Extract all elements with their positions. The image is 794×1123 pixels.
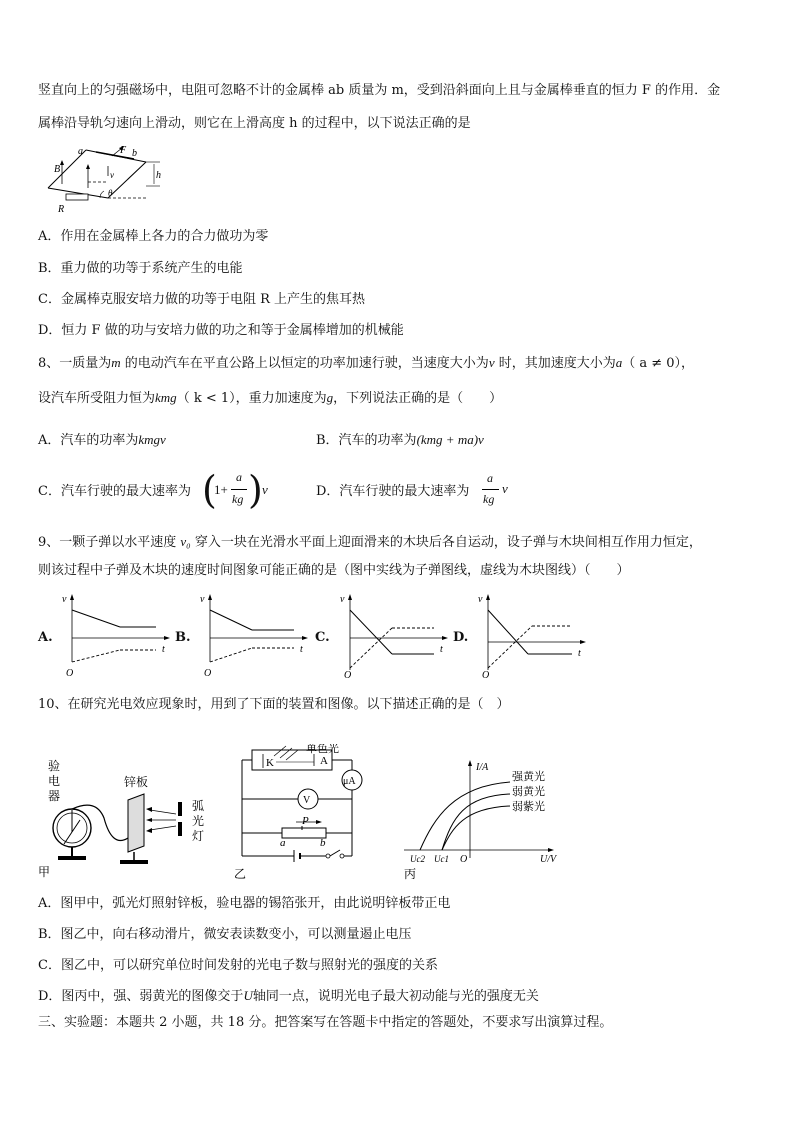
svg-text:灯: 灯 <box>192 829 205 843</box>
svg-text:O: O <box>482 670 490 680</box>
q9-option-d-label: D. <box>453 630 469 645</box>
q10-figure-yi <box>230 744 380 882</box>
svg-text:t: t <box>440 644 443 655</box>
svg-text:器: 器 <box>48 789 61 803</box>
svg-text:弱紫光: 弱紫光 <box>512 801 545 813</box>
svg-text:t: t <box>162 644 165 655</box>
svg-text:A: A <box>320 755 328 767</box>
label-a: a <box>78 146 83 157</box>
q10-stem: 10、在研究光电效应现象时，用到了下面的装置和图像。以下描述正确的是（ ） <box>38 697 510 712</box>
svg-text:v: v <box>62 594 67 605</box>
q10-option-d: D．图丙中，强、弱黄光的图像交于U轴同一点，说明光电子最大初动能与光的强度无关 <box>38 988 539 1004</box>
q7-stem-line2: 属棒沿导轨匀速向上滑动，则它在上滑高度 h 的过程中，以下说法正确的是 <box>38 116 471 131</box>
q9-option-c-label: C. <box>315 630 330 645</box>
q7-option-c: C．金属棒克服安培力做的功等于电阻 R 上产生的焦耳热 <box>38 292 365 307</box>
q9-stem-line1: 9、一颗子弹以水平速度 v₀ 穿入一块在光滑水平面上迎面滑来的木块后各自运动，设子弹与木块间相互作用力恒定， <box>38 534 702 550</box>
q10-figure-jia <box>36 758 224 880</box>
q7-option-d: D．恒力 F 做的功与安培力做的功之和等于金属棒增加的机械能 <box>38 323 404 338</box>
q8-option-d-formula: a kg v <box>483 471 508 506</box>
label-B: B <box>54 164 61 175</box>
q10-option-c: C．图乙中，可以研究单位时间发射的光电子数与照射光的强度的关系 <box>38 958 438 973</box>
svg-text:O: O <box>460 854 468 865</box>
svg-text:K: K <box>266 757 274 769</box>
svg-text:v: v <box>200 594 205 605</box>
label-h: h <box>156 170 161 181</box>
q7-incline-rail-figure <box>36 142 166 220</box>
svg-text:Uc2: Uc2 <box>410 854 425 864</box>
svg-text:I/A: I/A <box>476 762 489 773</box>
q9-graph-b <box>196 592 314 680</box>
q8-option-c-label: C．汽车行驶的最大速率为 <box>38 484 191 499</box>
q10-figure-bing <box>398 758 568 882</box>
q9-option-a-label: A. <box>38 630 53 645</box>
q9-option-b-label: B. <box>175 630 191 645</box>
q8-stem-line1: 8、一质量为m 的电动汽车在平直公路上以恒定的功率加速行驶，当速度大小为v 时，其加速度大小为a（ a ≠ 0）， <box>38 355 695 371</box>
q10-option-a: A．图甲中，弧光灯照射锌板，验电器的锡箔张开，由此说明锌板带正电 <box>38 896 451 911</box>
svg-text:强黄光: 强黄光 <box>512 771 545 783</box>
svg-text:O: O <box>344 670 352 680</box>
svg-text:b: b <box>320 837 326 849</box>
q9-graph-c <box>336 592 454 680</box>
svg-text:弱黄光: 弱黄光 <box>512 786 545 798</box>
label-F: F <box>120 145 127 156</box>
label-R: R <box>58 204 65 215</box>
svg-text:验: 验 <box>48 759 61 773</box>
section-3-heading: 三、实验题：本题共 2 小题，共 18 分。把答案写在答题卡中指定的答题处，不要求写出演算过程。 <box>38 1015 613 1030</box>
svg-text:μA: μA <box>343 776 356 787</box>
q10-option-b: B．图乙中，向右移动滑片，微安表读数变小，可以测量遏止电压 <box>38 927 412 942</box>
svg-text:弧: 弧 <box>192 799 205 813</box>
svg-text:Uc1: Uc1 <box>434 854 449 864</box>
svg-text:光: 光 <box>192 814 205 828</box>
label-v: v <box>110 170 114 180</box>
svg-text:甲: 甲 <box>38 865 51 879</box>
q9-graph-a <box>58 592 176 680</box>
svg-text:t: t <box>578 648 581 659</box>
q8-option-a: A．汽车的功率为kmgv <box>38 432 166 448</box>
svg-text:单色光: 单色光 <box>306 744 339 755</box>
q9-graph-d <box>474 592 592 680</box>
svg-text:U/V: U/V <box>540 854 557 865</box>
q8-option-b: B．汽车的功率为(kmg + ma)v <box>316 432 484 448</box>
svg-text:t: t <box>300 644 303 655</box>
svg-text:O: O <box>66 668 74 679</box>
svg-text:V: V <box>303 795 311 806</box>
label-theta: θ <box>108 188 113 198</box>
svg-text:P: P <box>302 815 309 827</box>
svg-text:O: O <box>204 668 212 679</box>
svg-text:v: v <box>340 594 345 605</box>
q7-stem-line1: 竖直向上的匀强磁场中，电阻可忽略不计的金属棒 ab 质量为 m，受到沿斜面向上且与金属棒垂直的恒力 F 的作用．金 <box>38 83 721 98</box>
q8-option-c-formula: ( 1+ a kg ) v <box>202 468 268 512</box>
svg-text:电: 电 <box>48 774 61 788</box>
label-b: b <box>132 148 137 159</box>
svg-text:丙: 丙 <box>404 867 417 881</box>
q9-stem-line2: 则该过程中子弹及木块的速度时间图象可能正确的是（图中实线为子弹图线，虚线为木块图线）（ ） <box>38 563 630 578</box>
svg-text:a: a <box>280 837 286 849</box>
svg-text:乙: 乙 <box>234 867 247 881</box>
q7-option-a: A．作用在金属棒上各力的合力做功为零 <box>38 229 269 244</box>
svg-text:v: v <box>478 594 483 605</box>
q8-option-d-label: D．汽车行驶的最大速率为 <box>316 484 470 499</box>
q7-option-b: B．重力做的功等于系统产生的电能 <box>38 261 243 276</box>
svg-text:锌板: 锌板 <box>124 775 149 789</box>
q8-stem-line2: 设汽车所受阻力恒为kmg（ k < 1），重力加速度为g，下列说法正确的是（ ） <box>38 390 503 406</box>
